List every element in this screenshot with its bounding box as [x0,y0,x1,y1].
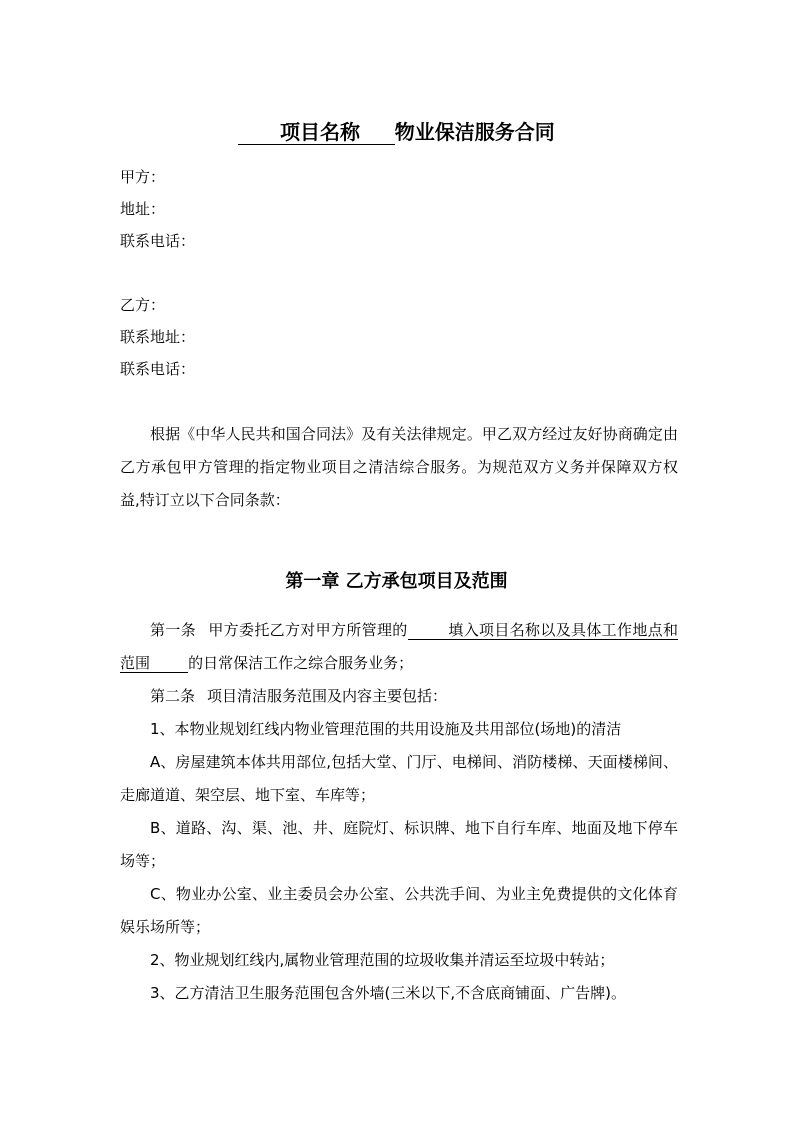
article-1-text: 甲方委托乙方对甲方所管理的 [208,621,408,639]
party-a-address-label: 地址： [120,200,166,218]
title-project-name: 项目名称 [238,120,395,145]
article-2-text: 项目清洁服务范围及内容主要包括： [207,687,448,705]
article-1-tail: 的日常保洁工作之综合服务业务； [188,654,414,672]
title-rest: 物业保洁服务合同 [394,120,555,144]
party-a-name-label: 甲方： [120,168,166,186]
preamble-paragraph: 根据《中华人民共和国合同法》及有关法律规定。甲乙双方经过友好协商确定由乙方承包甲方管理的指定物业项目之清洁综合服务。为规范双方义务并保障双方权益,特订立以下合同条款： [120,425,678,509]
scope-item-b: B、道路、沟、渠、池、井、庭院灯、标识牌、地下自行车库、地面及地下停车场等； [120,819,678,870]
scope-item-2: 2、物业规划红线内,属物业管理范围的垃圾收集并清运至垃圾中转站； [150,951,615,969]
scope-item-1: 1、本物业规划红线内物业管理范围的共用设施及共用部位(场地)的清洁 [150,720,622,738]
scope-item-c: C、物业办公室、业主委员会办公室、公共洗手间、为业主免费提供的文化体育娱乐场所等； [120,885,678,936]
article-2-number: 第二条 [150,687,196,705]
document-title [0,117,793,147]
scope-item-3: 3、乙方清洁卫生服务范围包含外墙(三米以下,不含底商铺面、广告牌)。 [150,984,627,1002]
party-a-phone-label: 联系电话： [120,232,196,250]
party-b-address-label: 联系地址： [120,328,196,346]
party-b-name-label: 乙方： [120,296,166,314]
scope-item-a: A、房屋建筑本体共用部位,包括大堂、门厅、电梯间、消防楼梯、天面楼梯间、走廊道道、架空层、地下室、车库等； [120,753,678,804]
article-1-fill: 填入项目名称以及具体工作地点和范围 [120,621,678,672]
chapter-1-title: 第一章 乙方承包项目及范围 [285,571,508,592]
article-2 [120,680,678,713]
article-1-number: 第一条 [150,621,196,639]
article-1 [120,614,678,680]
party-b-phone-label: 联系电话： [120,360,196,378]
